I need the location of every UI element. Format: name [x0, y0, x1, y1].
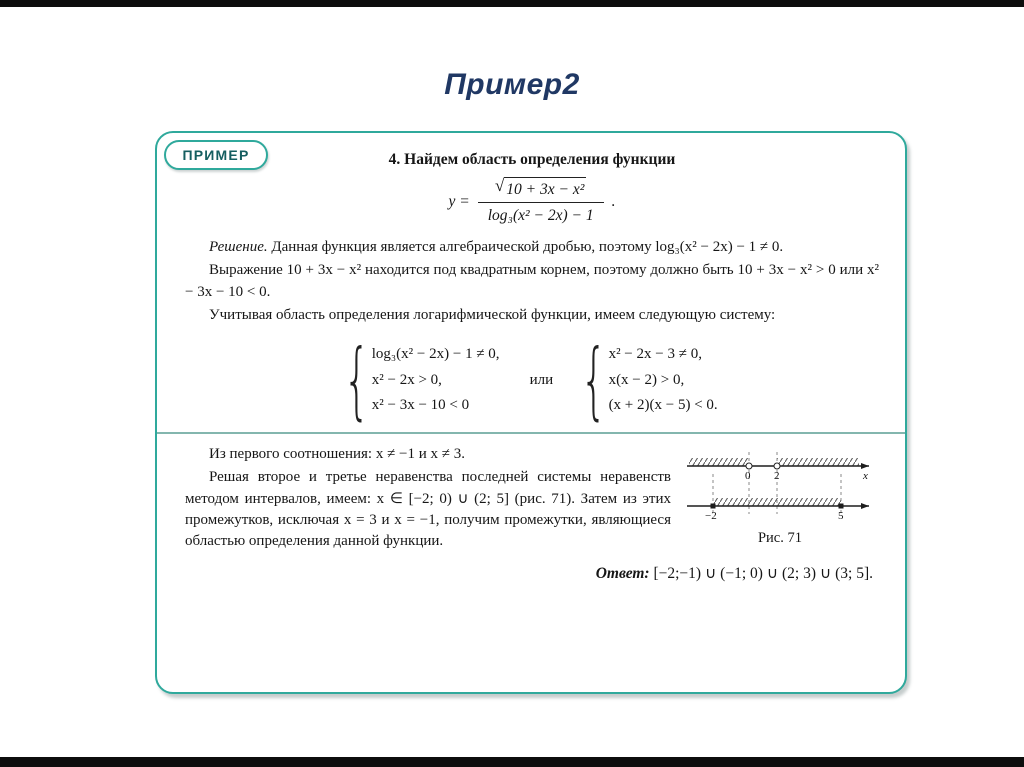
number-line-2: [687, 498, 869, 522]
system-right: [580, 331, 718, 430]
figure-caption: Рис. 71: [757, 530, 802, 547]
system-right-line-3: (x + 2)(x − 5) < 0.: [608, 396, 718, 413]
card-content: [157, 133, 905, 595]
tick-label-minus2: −2: [705, 510, 717, 523]
sqrt-radicand: 10 + 3x − x²: [504, 177, 586, 201]
axis-arrow: [861, 503, 869, 509]
axis-label-x: x: [863, 470, 868, 483]
system-left-line-1: log₃(x² − 2x) − 1 ≠ 0,: [371, 346, 500, 363]
solution-lead: Решение.: [209, 239, 268, 255]
axis-arrow: [861, 463, 869, 469]
system-left-line-3: x² − 3x − 10 < 0: [371, 396, 470, 413]
answer-line: [185, 563, 873, 585]
closed-point-minus2: [711, 504, 716, 509]
number-line-1: [687, 458, 869, 482]
formula-denominator: log₃(x² − 2x) − 1: [478, 202, 604, 227]
solution-rest: Данная функция является алгебраической дробью, поэтому log₃(x² − 2x) − 1 ≠ 0.: [267, 239, 784, 255]
paragraph-expression: Выражение 10 + 3x − x² находится под квадратным корнем, поэтому должно быть 10 + 3x − x² > 0 или x² − 3x − 10 < 0.: [185, 262, 879, 300]
function-formula: [185, 177, 879, 227]
tick-label-0: 0: [745, 470, 751, 483]
slide-title: Пример2: [444, 68, 580, 101]
top-border-bar: [0, 0, 1024, 7]
tick-label-2: 2: [774, 470, 780, 483]
closed-point-5: [839, 504, 844, 509]
system-left-line-2: x² − 2x > 0,: [371, 371, 442, 388]
system-left-lines: [372, 344, 500, 416]
answer-label: Ответ:: [595, 564, 650, 582]
system-right-line-2: x(x − 2) > 0,: [608, 371, 685, 388]
system-right-lines: [609, 344, 718, 416]
or-label: или: [529, 371, 554, 388]
left-brace: {: [580, 331, 608, 430]
paragraph-system-intro: Учитывая область определения логарифмической функции, имеем следующую систему:: [209, 306, 776, 323]
sqrt-sign: √: [494, 176, 505, 195]
open-point-2: [774, 463, 780, 469]
paragraph-solution: [185, 237, 879, 258]
left-brace: {: [343, 331, 371, 430]
system-left: [343, 331, 500, 430]
system-right-line-1: x² − 2x − 3 ≠ 0,: [608, 346, 702, 363]
example-card: [155, 131, 907, 694]
hatch-region-left: [689, 458, 749, 466]
conclusion-section: [185, 444, 879, 584]
tick-label-5: 5: [838, 510, 844, 523]
number-lines-svg: [685, 446, 875, 524]
paragraph-intervals: Решая второе и третье неравенства последней системы неравенств методом интервалов, имеем: x ∈ [−2; 0) ∪ (2; 5] (рис. 71). Затем из этих промежутков, исключая x = 3 и x = −1, получим промежутки, являющиеся областью определения данной функции.: [185, 469, 671, 550]
formula-numerator: [487, 177, 594, 202]
formula-fraction: [478, 177, 604, 227]
formula-period: .: [611, 193, 616, 210]
hatch-region-middle: [713, 498, 841, 506]
interval-figure: [681, 446, 879, 549]
bottom-border-bar: [0, 757, 1024, 767]
section-divider: [157, 432, 905, 434]
hatch-region-right: [777, 458, 859, 466]
paragraph-first-relation: Из первого соотношения: x ≠ −1 и x ≠ 3.: [209, 446, 466, 463]
example-badge: ПРИМЕР: [164, 140, 268, 170]
problem-heading: 4. Найдем область определения функции: [388, 151, 676, 168]
inequality-systems: [185, 331, 879, 430]
answer-value: [−2;−1) ∪ (−1; 0) ∪ (2; 3) ∪ (3; 5].: [649, 564, 873, 582]
formula-lhs: y =: [448, 193, 470, 210]
open-point-0: [746, 463, 752, 469]
